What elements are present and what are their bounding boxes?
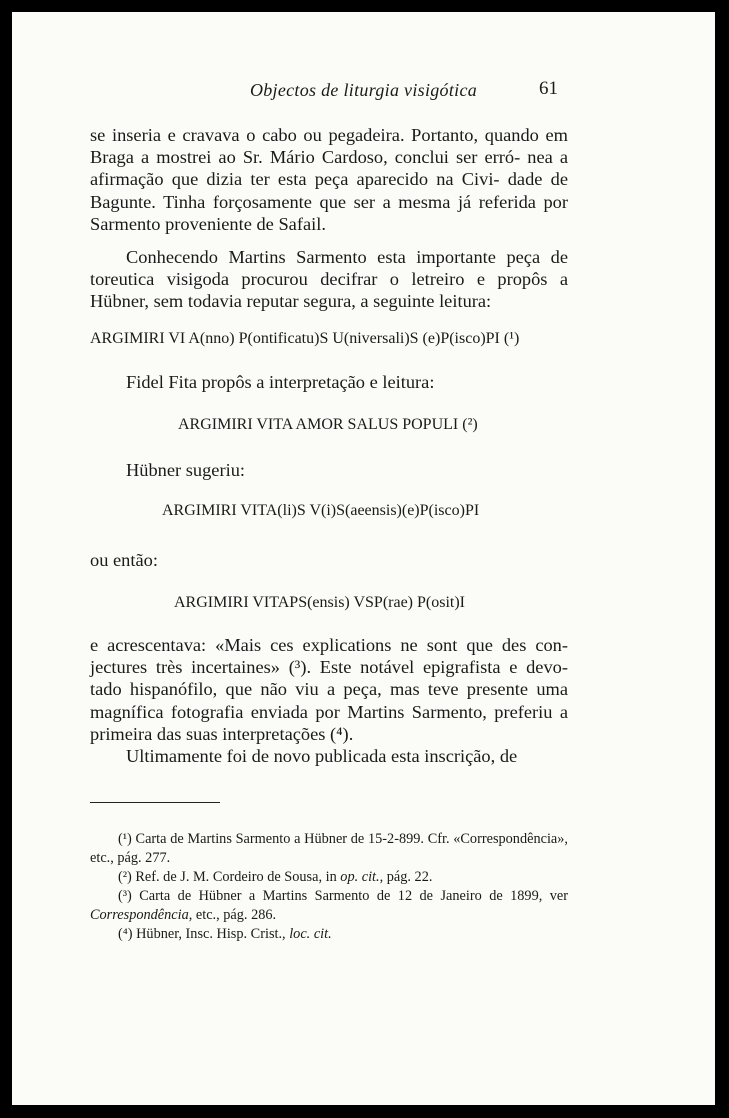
reading-sarmento [90, 330, 519, 348]
reading-sarmento-text: ARGIMIRI VI A(nno) P(ontificatu)S U(niversali)S (e)P(isco)PI [90, 330, 500, 347]
footnote-4 [90, 925, 568, 944]
footnote-2-mark: (²) [118, 869, 132, 885]
footnote-rule [90, 802, 220, 803]
footnote-2-text-italic: op. cit. [340, 869, 380, 885]
footnote-4-text-italic: loc. cit. [289, 926, 332, 942]
footnote-2 [90, 868, 568, 887]
reading-hubner-2: ARGIMIRI VITAPS(ensis) VSP(rae) P(osit)I [174, 594, 466, 611]
footnote-2-text-a: Ref. de J. M. Cordeiro de Sousa, in [135, 869, 337, 885]
paragraph-4: Ultimamente foi de novo publicada esta inscrição, de [126, 746, 518, 766]
footnote-4-text-a: Hübner, Insc. Hisp. Crist., [136, 926, 286, 942]
footnote-ref-3: (³) [288, 657, 307, 678]
footnote-ref-4: (⁴) [330, 723, 349, 744]
reading-fita [178, 416, 478, 434]
footnote-1-mark: (¹) [118, 831, 132, 847]
footnote-ref-1: (¹) [503, 330, 520, 347]
hubner-intro: Hübner sugeriu: [126, 460, 246, 480]
footnote-2-text-b: , pág. 22. [379, 869, 433, 885]
reading-hubner-1: ARGIMIRI VITA(li)S V(i)S(aeensis)(e)P(isco)PI [162, 502, 480, 519]
ou-entao: ou então: [90, 550, 158, 570]
paragraph-3-part-c: . [348, 723, 354, 744]
paragraph-2: Conhecendo Martins Sarmento esta importante peça de toreutica visigoda procurou decifrar o letreiro e propôs a Hübner, sem todavia reputar segura, a seguinte leitura: [90, 247, 568, 312]
paragraph-3-part-a: e acrescentava: «Mais ces explications ne sont que des con- jectures très incertaines» [90, 635, 568, 678]
footnote-3-text-a: Carta de Hübner a Martins Sarmento de 12 de Janeiro de 1899, ver [139, 888, 569, 904]
paragraph-3-part-b: . Este notável epigrafista e devo- tado hispanófilo, que não viu a peça, mas teve presente uma magnífica fotografia enviada por Martins Sarmento, preferiu a primeira das suas interpretações [90, 657, 568, 744]
footnote-3-text-italic: Correspondência [90, 906, 189, 923]
footnote-1 [90, 830, 568, 867]
footnote-3 [90, 887, 568, 924]
page-number: 61 [539, 78, 558, 99]
footnote-1-text: Carta de Martins Sarmento a Hübner de 15-2-899. Cfr. «Correspondência», etc., pág. 277. [90, 831, 568, 866]
paragraph-3 [90, 634, 568, 745]
reading-fita-text: ARGIMIRI VITA AMOR SALUS POPULI [178, 416, 459, 433]
footnote-ref-2: (²) [462, 416, 478, 433]
book-page [12, 12, 715, 1105]
footnote-3-mark: (³) [118, 888, 132, 904]
running-title: Objectos de liturgia visigótica [249, 80, 478, 100]
footnote-3-text-b: , etc., pág. 286. [188, 906, 277, 923]
fita-intro: Fidel Fita propôs a interpretação e leitura: [126, 372, 435, 392]
footnote-4-mark: (⁴) [118, 926, 133, 942]
paragraph-1: se inseria e cravava o cabo ou pegadeira. Portanto, quando em Braga a mostrei ao Sr. Mário Cardoso, conclui ser erró- nea a afirmação que dizia ter esta peça aparecido na Civi- dade de Bagunte. Tinha forçosamente que ser a mesma já referida por Sarmento proveniente de Safail. [90, 125, 568, 234]
